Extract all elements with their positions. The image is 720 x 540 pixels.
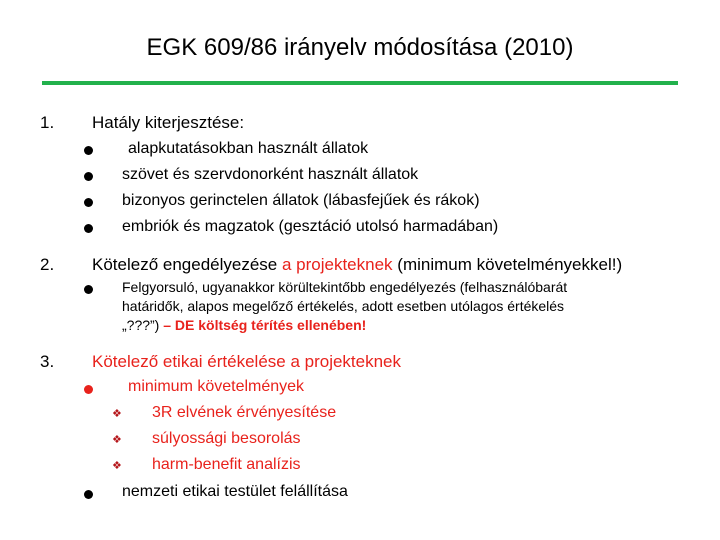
list-item <box>122 278 567 335</box>
section-heading: Kötelező etikai értékelése a projekteknek <box>92 352 402 371</box>
list-item: alapkutatásokban használt állatok <box>128 140 369 157</box>
section-number: 1. <box>40 113 55 132</box>
diamond-bullet-icon: ❖ <box>112 408 122 420</box>
section-number: 3. <box>40 352 55 371</box>
bullet-line-text: „???”) <box>122 317 164 333</box>
list-item: embriók és magzatok (gesztáció utolsó harmadában) <box>122 218 499 235</box>
diamond-bullet-icon: ❖ <box>112 460 122 472</box>
sub-list-item: harm-benefit analízis <box>152 456 301 473</box>
section-heading: Hatály kiterjesztése: <box>92 113 245 132</box>
bullet-dot-icon <box>84 224 93 233</box>
section-number: 2. <box>40 255 55 274</box>
sub-list-item: 3R elvének érvényesítése <box>152 404 337 421</box>
bullet-line: határidők, alapos megelőző értékelés, adott esetben utólagos értékelés <box>122 298 565 314</box>
bullet-dot-icon <box>84 146 93 155</box>
section-heading <box>92 255 622 275</box>
list-item: bizonyos gerinctelen állatok (lábasfejűek és rákok) <box>122 192 480 209</box>
bullet-dot-icon <box>84 385 93 394</box>
bullet-dot-icon <box>84 198 93 207</box>
bullet-dot-icon <box>84 172 93 181</box>
heading-text: Kötelező engedélyezése <box>92 255 282 274</box>
bullet-line: Felgyorsuló, ugyanakkor körültekintőbb engedélyezés (felhasználóbarát <box>122 279 568 295</box>
slide-title: EGK 609/86 irányelv módosítása (2010) <box>146 34 574 61</box>
list-item: szövet és szervdonorként használt állatok <box>122 166 419 183</box>
title-underline <box>42 81 678 85</box>
list-item: minimum követelmények <box>128 378 305 395</box>
sub-list-item: súlyossági besorolás <box>152 430 301 447</box>
heading-highlight: a projekteknek <box>281 255 393 274</box>
emphasis-text: – DE költség térítés ellenében! <box>163 317 367 333</box>
heading-text-end: (minimum követelményekkel!) <box>392 255 623 274</box>
list-item: nemzeti etikai testület felállítása <box>122 483 348 500</box>
bullet-dot-icon <box>84 490 93 499</box>
bullet-dot-icon <box>84 285 93 294</box>
diamond-bullet-icon: ❖ <box>112 434 122 446</box>
bullet-line <box>122 316 567 335</box>
